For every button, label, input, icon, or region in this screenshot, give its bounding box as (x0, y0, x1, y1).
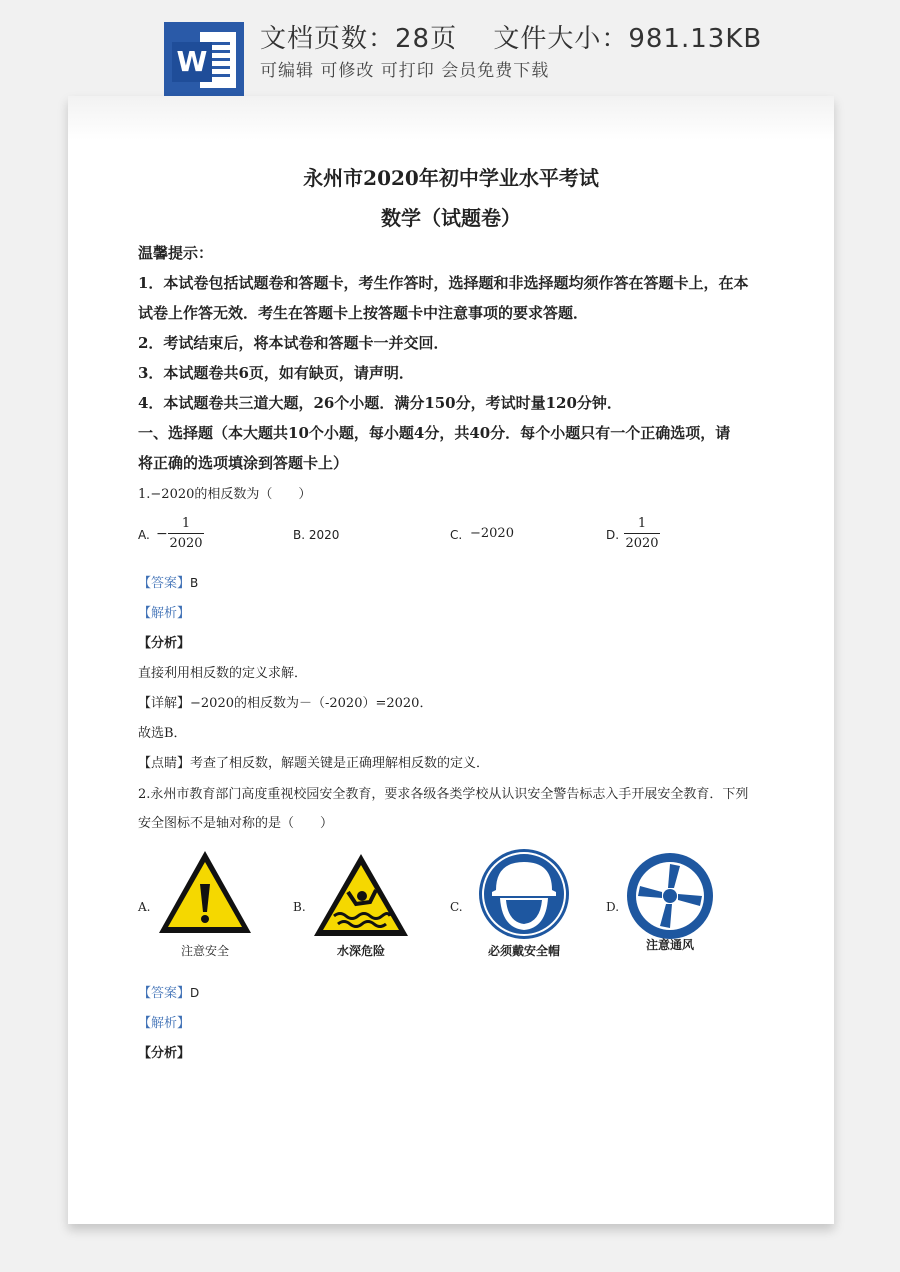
q1-detail-text: −2020的相反数为－（-2020）=2020． (190, 696, 433, 711)
q2-option-d-caption: 注意通风 (645, 938, 694, 952)
q1-option-d-denominator: 2020 (625, 536, 659, 551)
q1-option-a-sign: − (156, 526, 168, 542)
section-1-line-2: 将正确的选项填涂到答题卡上） (138, 454, 349, 472)
ventilation-sign-icon (626, 852, 714, 940)
q2-option-a-caption: 注意安全 (180, 944, 229, 958)
q1-answer-label: 【答案】 (138, 576, 191, 591)
deep-water-sign-icon (312, 852, 410, 938)
q1-detail (138, 692, 432, 711)
q2-option-d-label: D. (606, 900, 620, 914)
safety-helmet-sign-icon (476, 848, 572, 940)
exam-subtitle: 数学（试题卷） (381, 206, 521, 230)
q1-fenxi-text: 直接利用相反数的定义求解． (138, 666, 308, 681)
word-icon (164, 22, 244, 98)
q1-option-c-value: −2020 (470, 526, 514, 541)
q1-stem: 1.−2020的相反数为（ ） (138, 487, 312, 502)
word-logo-letter: W (172, 42, 212, 82)
q2-option-c-caption: 必须戴安全帽 (487, 944, 560, 958)
q1-option-a-denominator: 2020 (169, 536, 203, 551)
q1-answer (138, 572, 198, 591)
q1-option-d-fraction (624, 516, 660, 551)
download-header (0, 0, 900, 100)
q1-option-a-label: A. (138, 528, 150, 542)
q1-comment (138, 752, 489, 771)
q1-answer-value: B (190, 576, 199, 590)
q1-fenxi-label: 【分析】 (138, 636, 191, 651)
section-1-line-1: 一、选择题（本大题共10个小题，每小题4分，共40分．每个小题只有一个正确选项，请 (138, 424, 731, 442)
q1-detail-label: 【详解】 (138, 696, 191, 711)
q1-option-a-fraction (168, 516, 204, 551)
q2-option-a-label: A. (138, 900, 151, 914)
q2-option-b-caption: 水深危险 (336, 944, 385, 958)
exam-title: 永州市2020年初中学业水平考试 (303, 166, 599, 190)
file-info-title: 文档页数：28页 文件大小：981.13KB (260, 24, 763, 54)
q1-comment-text: 考查了相反数，解题关键是正确理解相反数的定义． (190, 756, 490, 771)
caution-sign-icon (156, 848, 254, 936)
q2-analysis-label: 【解析】 (138, 1016, 191, 1031)
q1-option-d-label: D. (606, 528, 620, 542)
tip-4: 4．本试题卷共三道大题，26个小题．满分150分，考试时量120分钟． (138, 394, 622, 412)
q2-answer (138, 982, 199, 1001)
q2-answer-label: 【答案】 (138, 986, 191, 1001)
q1-choose: 故选B． (138, 726, 187, 741)
q2-option-b-label: B. (293, 900, 306, 914)
tip-3: 3．本试题卷共6页，如有缺页，请声明． (138, 364, 414, 382)
tip-2: 2．考试结束后，将本试卷和答题卡一并交回． (138, 334, 449, 352)
tip-1-line-2: 试卷上作答无效．考生在答题卡上按答题卡中注意事项的要求答题． (138, 304, 589, 322)
q1-option-d-numerator: 1 (637, 516, 647, 531)
q1-analysis-label: 【解析】 (138, 606, 191, 621)
q2-fenxi-label: 【分析】 (138, 1046, 191, 1061)
q2-stem-line-1: 2.永州市教育部门高度重视校园安全教育，要求各级各类学校从认识安全警告标志入手开展安全教育．下列 (138, 787, 749, 802)
tip-1-line-1: 1．本试卷包括试题卷和答题卡，考生作答时，选择题和非选择题均须作答在答题卡上，在本 (138, 274, 749, 292)
q2-answer-value: D (190, 986, 200, 1000)
q2-stem-line-2: 安全图标不是轴对称的是（ ） (138, 816, 334, 831)
file-info-subtitle: 可编辑 可修改 可打印 会员免费下载 (260, 61, 550, 81)
q1-option-a-numerator: 1 (181, 516, 191, 531)
q1-option-c-label: C. (450, 528, 463, 542)
document-page (68, 96, 834, 1224)
q2-option-c-label: C. (450, 900, 463, 914)
q1-comment-label: 【点睛】 (138, 756, 191, 771)
q1-option-b: B. 2020 (293, 528, 340, 542)
tips-heading: 温馨提示： (138, 244, 214, 262)
